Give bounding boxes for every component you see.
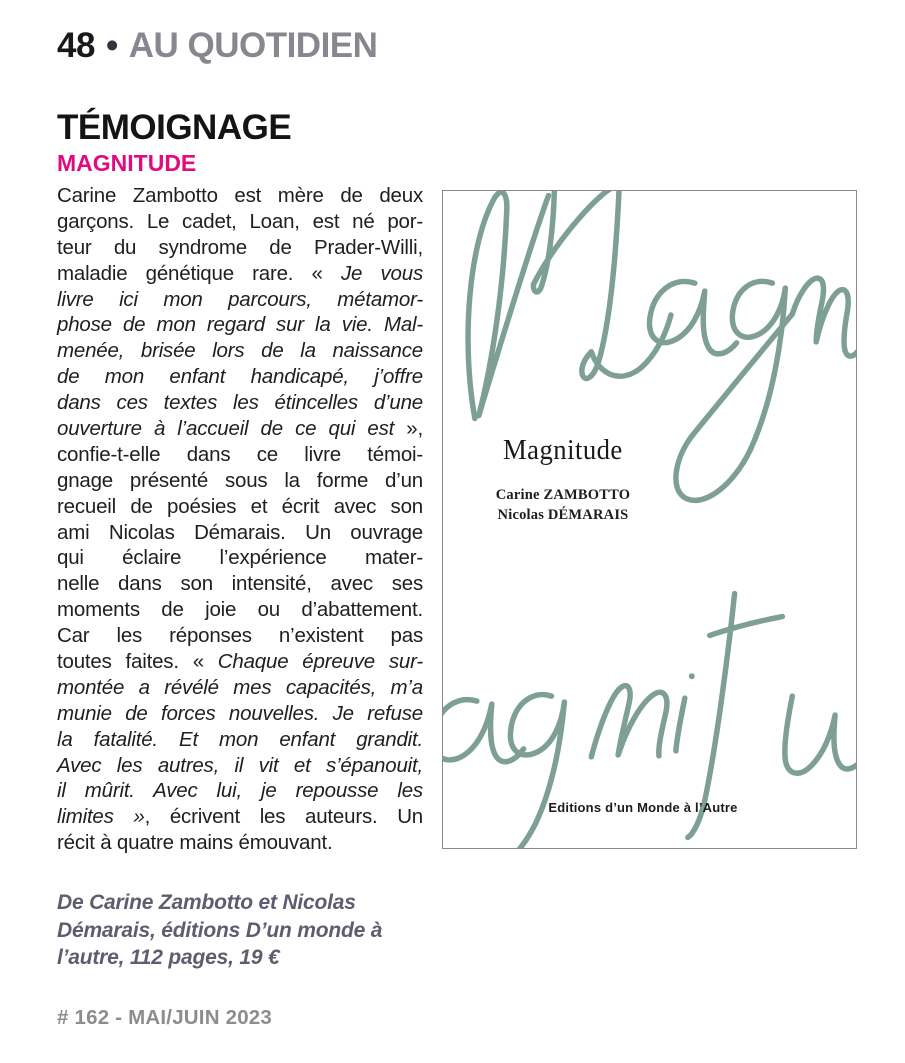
body-line (57, 235, 423, 261)
book-author: Nicolas DÉMARAIS (497, 506, 629, 523)
text-run: de mon enfant handicapé, j’offre (57, 365, 423, 389)
text-run: limites » (57, 805, 145, 829)
body-line (57, 416, 423, 442)
article-kicker: TÉMOIGNAGE (57, 108, 292, 147)
text-run: teur du syndrome de Prader-Willi, (57, 235, 423, 259)
body-line (57, 830, 423, 856)
text-run: De Carine Zambotto et Nicolas (57, 891, 356, 914)
book-publisher: Editions d’un Monde à l’Autre (548, 800, 738, 815)
text-run: menée, brisée lors de la naissance (57, 339, 423, 363)
text-run: toutes faites. « (57, 650, 218, 674)
text-run: montée a révélé mes capacités, m’a (57, 675, 423, 699)
text-run: il mûrit. Avec lui, je repousse les (57, 779, 423, 803)
article-subtitle: MAGNITUDE (57, 150, 197, 176)
text-run: », (394, 417, 423, 441)
body-line (57, 312, 423, 338)
section-title: AU QUOTIDIEN (128, 26, 378, 65)
text-run: , écrivent les auteurs. Un (144, 805, 424, 829)
body-line (57, 390, 423, 416)
text-run: confie-t-elle dans ce livre témoi- (57, 442, 423, 466)
text-run: Démarais, éditions D’un monde à (57, 918, 383, 942)
body-line (57, 753, 423, 779)
text-run: Chaque épreuve sur- (217, 650, 423, 674)
text-run: Car les réponses n’existent pas (57, 624, 423, 648)
body-line (57, 209, 423, 235)
body-line (57, 520, 423, 546)
body-line (57, 804, 423, 830)
text-run: Carine Zambotto est mère de deux (57, 184, 423, 207)
article-credits (57, 889, 437, 972)
issue-footer: # 162 - MAI/JUIN 2023 (57, 1006, 272, 1029)
body-line (57, 261, 423, 287)
body-line (57, 649, 423, 675)
text-run: recueil de poésies et écrit avec son (57, 494, 423, 518)
book-title: Magnitude (503, 434, 623, 466)
text-run: qui éclaire l’expérience mater- (57, 546, 423, 570)
text-run: récit à quatre mains émouvant. (57, 831, 333, 855)
body-line (57, 468, 423, 494)
body-line (57, 701, 423, 727)
body-line (57, 571, 423, 597)
body-line (57, 727, 423, 753)
credits-line (57, 889, 437, 917)
page-number: 48 (57, 26, 95, 65)
text-run: Avec les autres, il vit et s’épanouit, (57, 753, 423, 777)
text-run: dans ces textes les étincelles d’une (57, 391, 423, 415)
text-run: phose de mon regard sur la vie. Mal- (57, 313, 423, 337)
body-line (57, 623, 423, 649)
body-line (57, 675, 423, 701)
text-run: ouverture à l’accueil de ce qui est (57, 417, 395, 441)
text-run: ami Nicolas Démarais. Un ouvrage (57, 520, 423, 544)
credits-line (57, 944, 437, 972)
book-author: Carine ZAMBOTTO (495, 487, 631, 503)
header-bullet: • (105, 26, 118, 65)
page-header (57, 26, 377, 66)
text-run: nelle dans son intensité, avec ses (57, 572, 423, 596)
credits-line (57, 917, 437, 945)
book-authors (443, 486, 683, 525)
text-run: maladie génétique rare. « (57, 261, 341, 285)
book-cover (442, 190, 857, 849)
body-line (57, 338, 423, 364)
body-line (57, 442, 423, 468)
text-run: la fatalité. Et mon enfant grandit. (57, 727, 423, 751)
article-body (57, 183, 423, 856)
body-line (57, 597, 423, 623)
body-line (57, 364, 423, 390)
body-line (57, 545, 423, 571)
body-line (57, 494, 423, 520)
text-run: moments de joie ou d’abattement. (57, 598, 423, 622)
text-run: livre ici mon parcours, métamor- (57, 287, 423, 311)
body-line (57, 183, 423, 209)
body-line (57, 778, 423, 804)
text-run: munie de forces nouvelles. Je refuse (57, 701, 423, 725)
text-run: l’autre, 112 pages, 19 € (57, 946, 280, 969)
text-run: gnage présenté sous la forme d’un (57, 468, 423, 492)
body-line (57, 287, 423, 313)
text-run: garçons. Le cadet, Loan, est né por- (57, 209, 423, 233)
text-run: Je vous (341, 261, 424, 285)
